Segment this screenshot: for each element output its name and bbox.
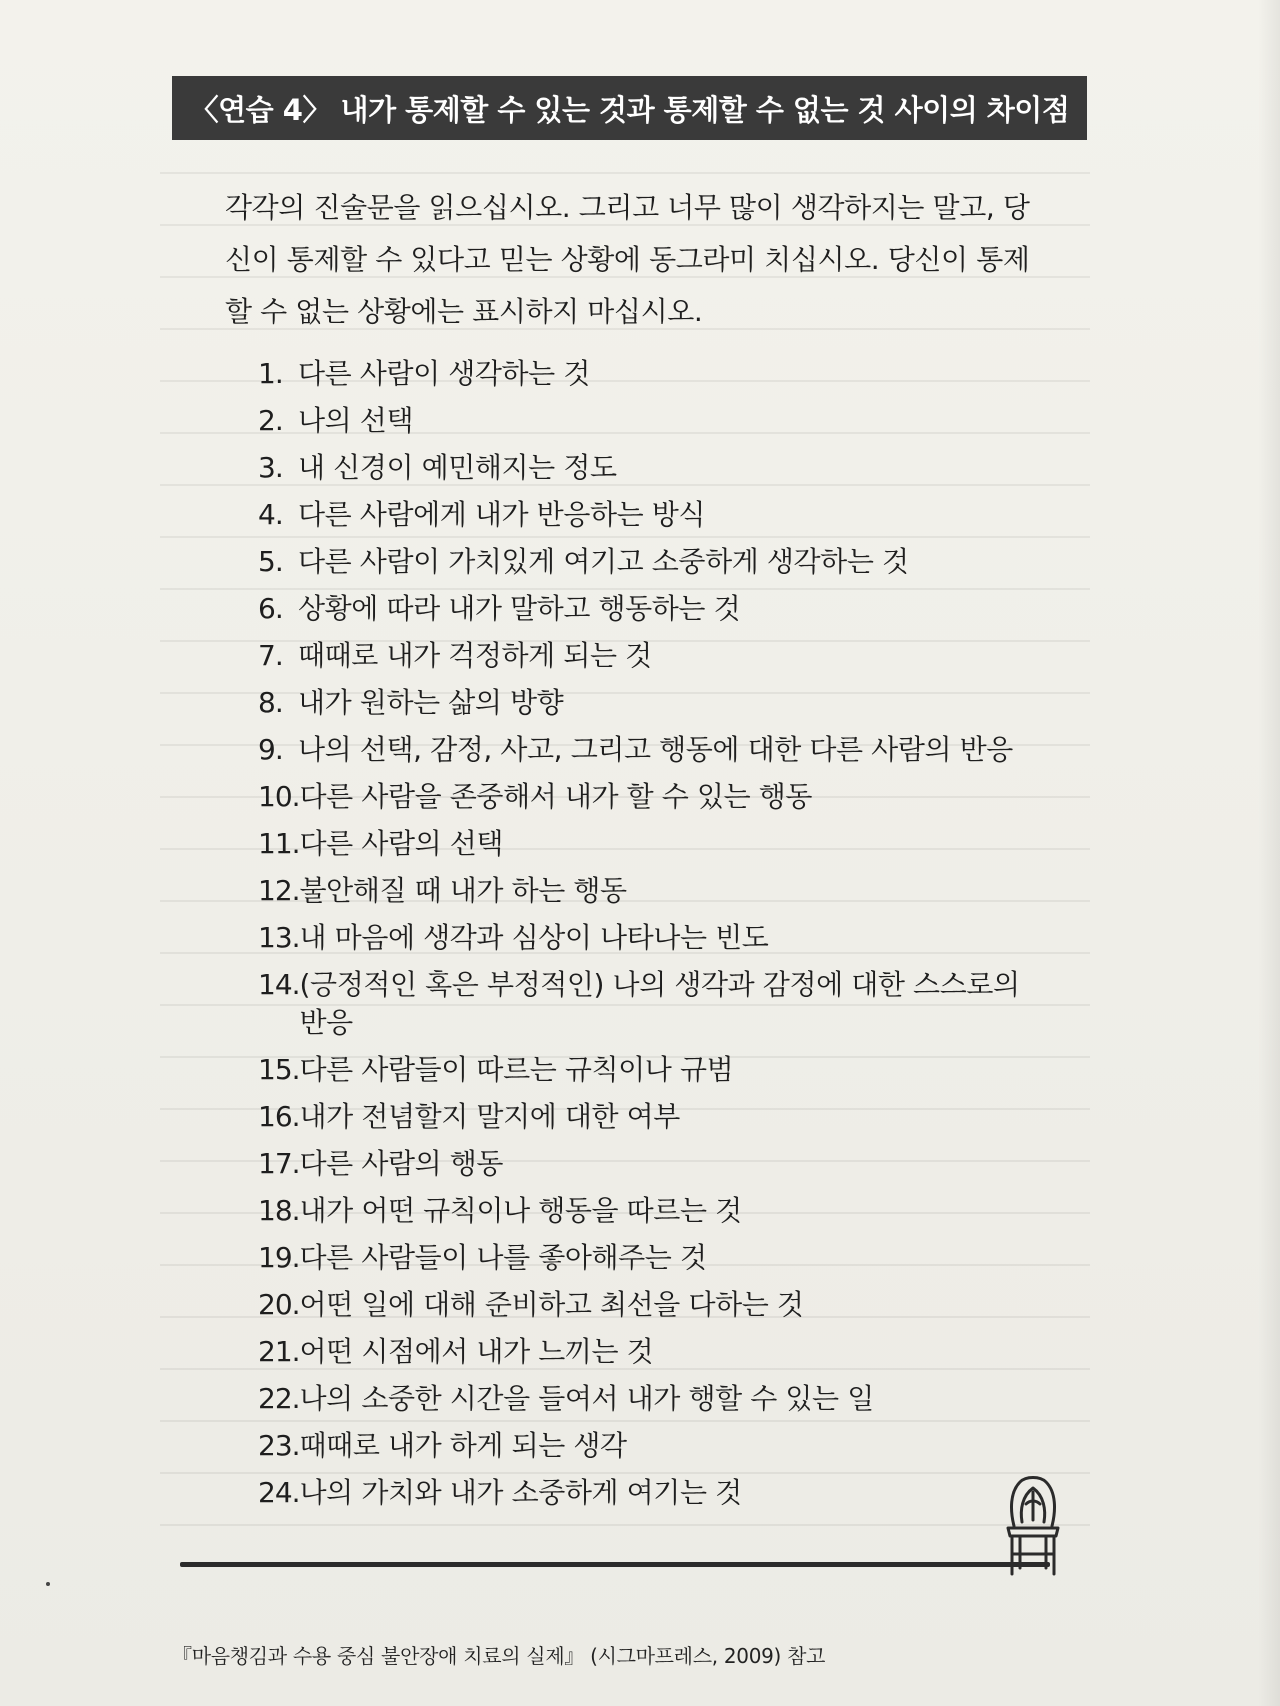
statement-text: 나의 선택 bbox=[298, 404, 414, 437]
statement-number: 6. bbox=[258, 592, 283, 625]
statement-item bbox=[258, 496, 1078, 534]
statement-text: 내가 전념할지 말지에 대한 여부 bbox=[299, 1100, 680, 1133]
statement-item bbox=[258, 1286, 1078, 1324]
statement-text: 때때로 내가 걱정하게 되는 것 bbox=[298, 639, 652, 672]
statement-number: 9. bbox=[258, 733, 283, 766]
statement-item bbox=[258, 778, 1078, 816]
statement-number: 22. bbox=[258, 1382, 300, 1415]
statement-item bbox=[258, 684, 1078, 722]
exercise-title-bar bbox=[172, 76, 1087, 140]
statement-text: 나의 가치와 내가 소중하게 여기는 것 bbox=[299, 1476, 742, 1509]
statement-number: 15. bbox=[258, 1053, 300, 1086]
statement-number: 2. bbox=[258, 404, 283, 437]
statement-item bbox=[258, 1051, 1078, 1089]
statement-number: 11. bbox=[258, 827, 300, 860]
statement-item bbox=[258, 919, 1078, 957]
statement-text: 어떤 일에 대해 준비하고 최선을 다하는 것 bbox=[299, 1288, 804, 1321]
statement-item bbox=[258, 355, 1078, 393]
statement-number: 24. bbox=[258, 1476, 300, 1509]
statement-text: 내 마음에 생각과 심상이 나타나는 빈도 bbox=[299, 921, 769, 954]
statement-item bbox=[258, 637, 1078, 675]
statement-number: 18. bbox=[258, 1194, 300, 1227]
page-speck bbox=[46, 1582, 50, 1586]
statement-text: 다른 사람이 생각하는 것 bbox=[298, 357, 590, 390]
statement-number: 7. bbox=[258, 639, 283, 672]
statement-item bbox=[258, 590, 1078, 628]
statement-item bbox=[258, 449, 1078, 487]
statement-text: 다른 사람의 행동 bbox=[299, 1147, 504, 1180]
statement-text: 때때로 내가 하게 되는 생각 bbox=[299, 1429, 627, 1462]
statement-text: 다른 사람을 존중해서 내가 할 수 있는 행동 bbox=[299, 780, 813, 813]
statement-number: 12. bbox=[258, 874, 300, 907]
statement-text: 다른 사람들이 나를 좋아해주는 것 bbox=[299, 1241, 707, 1274]
statement-item bbox=[258, 1192, 1078, 1230]
statement-text: (긍정적인 혹은 부정적인) 나의 생각과 감정에 대한 스스로의 반응 bbox=[299, 968, 1020, 1039]
statement-item bbox=[258, 1474, 1078, 1512]
statement-number: 16. bbox=[258, 1100, 300, 1133]
footer-rule bbox=[180, 1562, 1050, 1567]
statement-number: 4. bbox=[258, 498, 283, 531]
statement-item bbox=[258, 1145, 1078, 1183]
instructions bbox=[225, 182, 1055, 338]
page-edge-shadow bbox=[1258, 0, 1280, 1706]
statement-number: 10. bbox=[258, 780, 300, 813]
statement-number: 14. bbox=[258, 968, 300, 1001]
statement-number: 5. bbox=[258, 545, 283, 578]
statement-number: 3. bbox=[258, 451, 283, 484]
source-footnote: 『마음챙김과 수용 중심 불안장애 치료의 실제』 (시그마프레스, 2009) 참고 bbox=[172, 1644, 826, 1668]
statement-text: 다른 사람들이 따르는 규칙이나 규범 bbox=[299, 1053, 734, 1086]
statement-list bbox=[258, 355, 1078, 1521]
statement-number: 8. bbox=[258, 686, 283, 719]
statement-item bbox=[258, 1239, 1078, 1277]
exercise-title: 〈연습 4〉 내가 통제할 수 있는 것과 통제할 수 없는 것 사이의 차이점 bbox=[189, 92, 1070, 127]
statement-text: 내가 원하는 삶의 방향 bbox=[298, 686, 564, 719]
statement-text: 다른 사람의 선택 bbox=[299, 827, 504, 860]
statement-number: 23. bbox=[258, 1429, 300, 1462]
statement-text: 불안해질 때 내가 하는 행동 bbox=[299, 874, 627, 907]
statement-text: 어떤 시점에서 내가 느끼는 것 bbox=[299, 1335, 654, 1368]
statement-item bbox=[258, 1380, 1078, 1418]
statement-item bbox=[258, 872, 1078, 910]
instructions-text: 각각의 진술문을 읽으십시오. 그리고 너무 많이 생각하지는 말고, 당신이 통제할 수 있다고 믿는 상황에 동그라미 치십시오. 당신이 통제할 수 없는 상황에는 표시하지 마십시오. bbox=[225, 191, 1030, 328]
statement-text: 다른 사람이 가치있게 여기고 소중하게 생각하는 것 bbox=[298, 545, 909, 578]
statement-text: 나의 소중한 시간을 들여서 내가 행할 수 있는 일 bbox=[299, 1382, 874, 1415]
statement-text: 내 신경이 예민해지는 정도 bbox=[298, 451, 617, 484]
statement-number: 13. bbox=[258, 921, 300, 954]
statement-number: 21. bbox=[258, 1335, 300, 1368]
statement-item bbox=[258, 1427, 1078, 1465]
statement-number: 19. bbox=[258, 1241, 300, 1274]
statement-text: 상황에 따라 내가 말하고 행동하는 것 bbox=[298, 592, 741, 625]
statement-item bbox=[258, 1333, 1078, 1371]
statement-item bbox=[258, 966, 1078, 1042]
statement-text: 다른 사람에게 내가 반응하는 방식 bbox=[298, 498, 706, 531]
statement-item bbox=[258, 402, 1078, 440]
statement-number: 17. bbox=[258, 1147, 300, 1180]
statement-text: 나의 선택, 감정, 사고, 그리고 행동에 대한 다른 사람의 반응 bbox=[298, 733, 1013, 766]
statement-item bbox=[258, 825, 1078, 863]
statement-number: 1. bbox=[258, 357, 283, 390]
statement-item bbox=[258, 543, 1078, 581]
statement-item bbox=[258, 731, 1078, 769]
statement-number: 20. bbox=[258, 1288, 300, 1321]
statement-item bbox=[258, 1098, 1078, 1136]
statement-text: 내가 어떤 규칙이나 행동을 따르는 것 bbox=[299, 1194, 742, 1227]
